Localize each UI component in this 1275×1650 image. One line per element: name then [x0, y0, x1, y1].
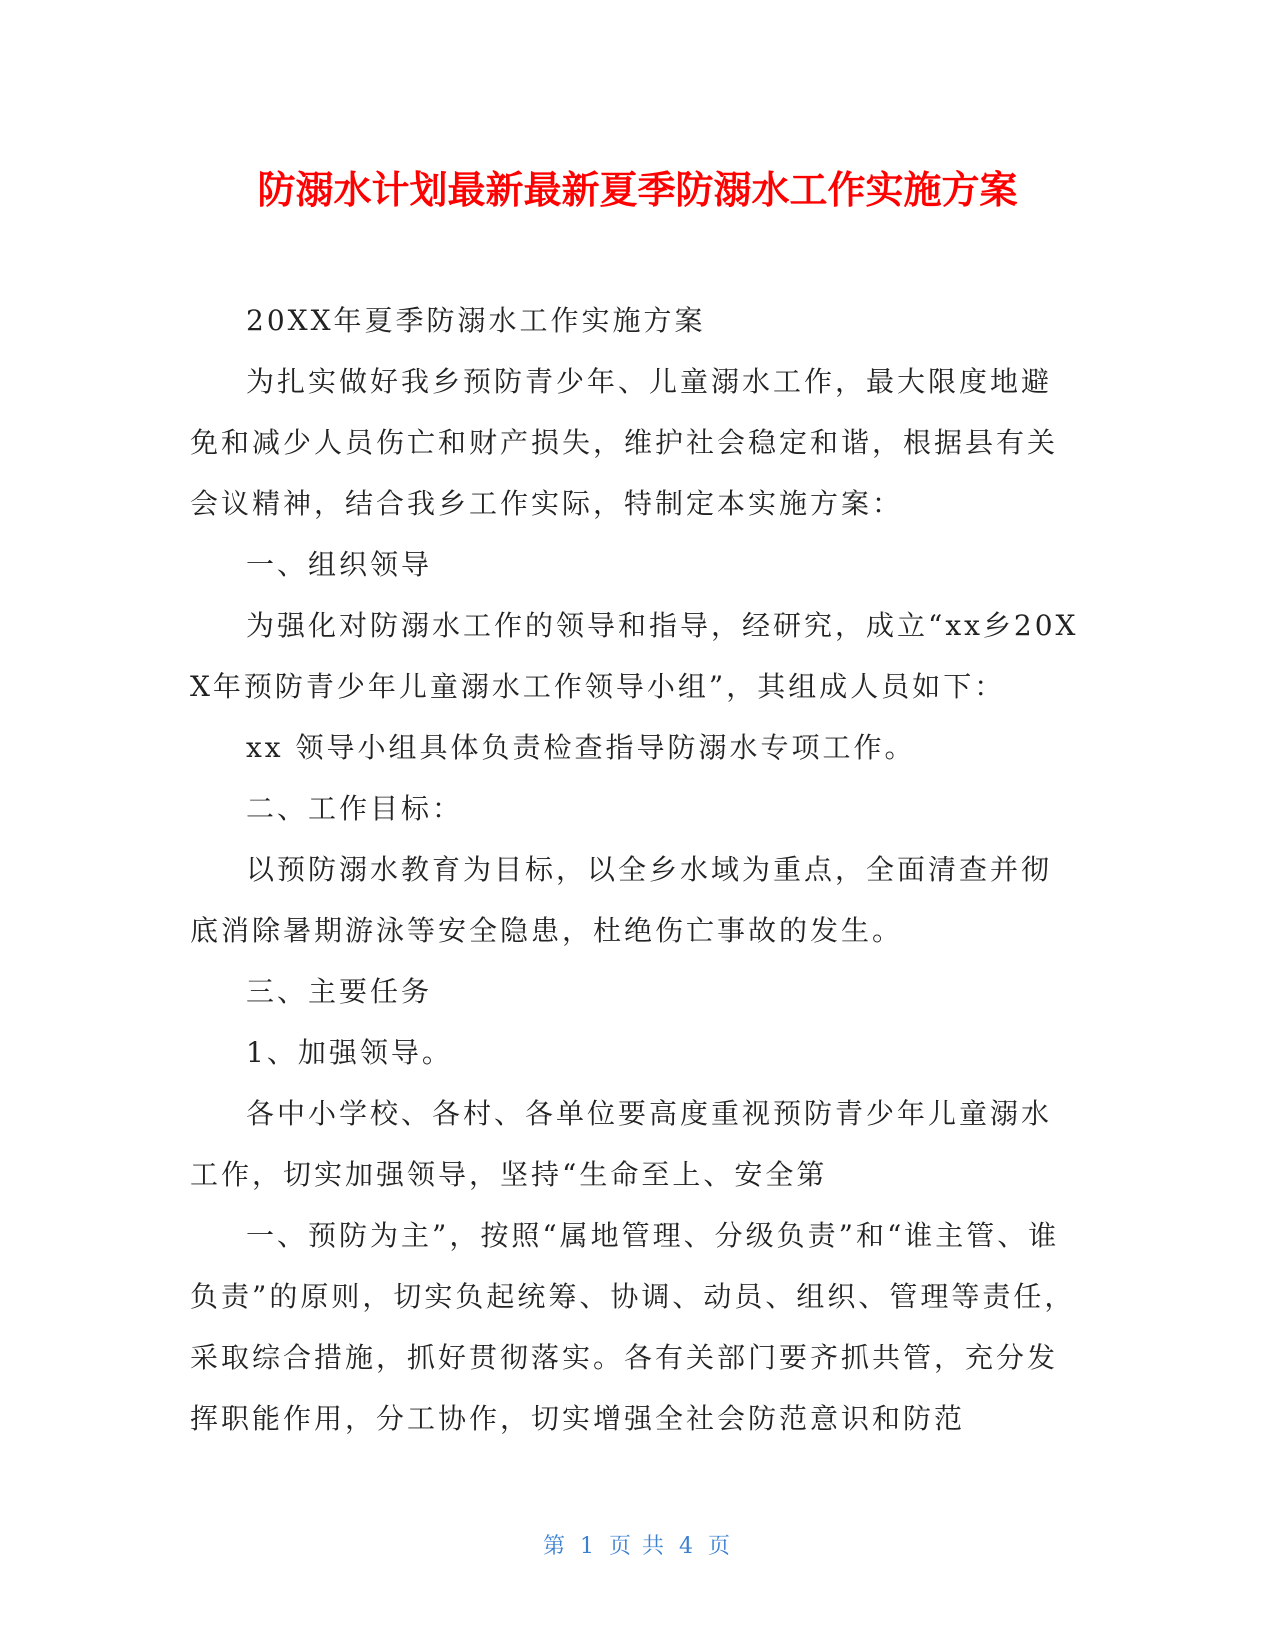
paragraph-leadership: 各中小学校、各村、各单位要高度重视预防青少年儿童溺水工作，切实加强领导，坚持“生命至上、安全第 [190, 1097, 1053, 1191]
page-footer [0, 1532, 1275, 1562]
section-heading-organization: 一、组织领导 [246, 548, 433, 581]
document-title: 防溺水计划最新最新夏季防溺水工作实施方案 [257, 168, 1018, 212]
section-heading-goals: 二、工作目标： [246, 792, 464, 825]
footer-total-pages: 4 [679, 1534, 695, 1559]
footer-suffix: 页 [708, 1534, 733, 1559]
footer-page-number: 1 [580, 1534, 596, 1559]
paragraph-goals: 以预防溺水教育为目标，以全乡水域为重点，全面清查并彻底消除暑期游泳等安全隐患，杜绝伤亡事故的发生。 [190, 853, 1053, 947]
paragraph-principles: 一、预防为主”，按照“属地管理、分级负责”和“谁主管、谁负责”的原则，切实负起统筹、协调、动员、组织、管理等责任，采取综合措施，抓好贯彻落实。各有关部门要齐抓共管，充分发挥职能作用，分工协作，切实增强全社会防范意识和防范 [190, 1219, 1076, 1435]
paragraph-subtitle: 20XX年夏季防溺水工作实施方案 [246, 304, 706, 337]
paragraph-organization: 为强化对防溺水工作的领导和指导，经研究，成立“xx乡20XX年预防青少年儿童溺水工作领导小组”，其组成人员如下： [190, 609, 1079, 703]
section-heading-tasks: 三、主要任务 [246, 975, 433, 1008]
document-body [190, 290, 1080, 1449]
paragraph-leading-group: xx 领导小组具体负责检查指导防溺水专项工作。 [246, 731, 916, 764]
footer-prefix: 第 [542, 1534, 567, 1559]
footer-middle: 页 共 [609, 1534, 666, 1559]
paragraph-intro: 为扎实做好我乡预防青少年、儿童溺水工作，最大限度地避免和减少人员伤亡和财产损失，维护社会稳定和谐，根据县有关会议精神，结合我乡工作实际，特制定本实施方案： [190, 365, 1059, 520]
subsection-heading-leadership: 1、加强领导。 [246, 1036, 453, 1069]
